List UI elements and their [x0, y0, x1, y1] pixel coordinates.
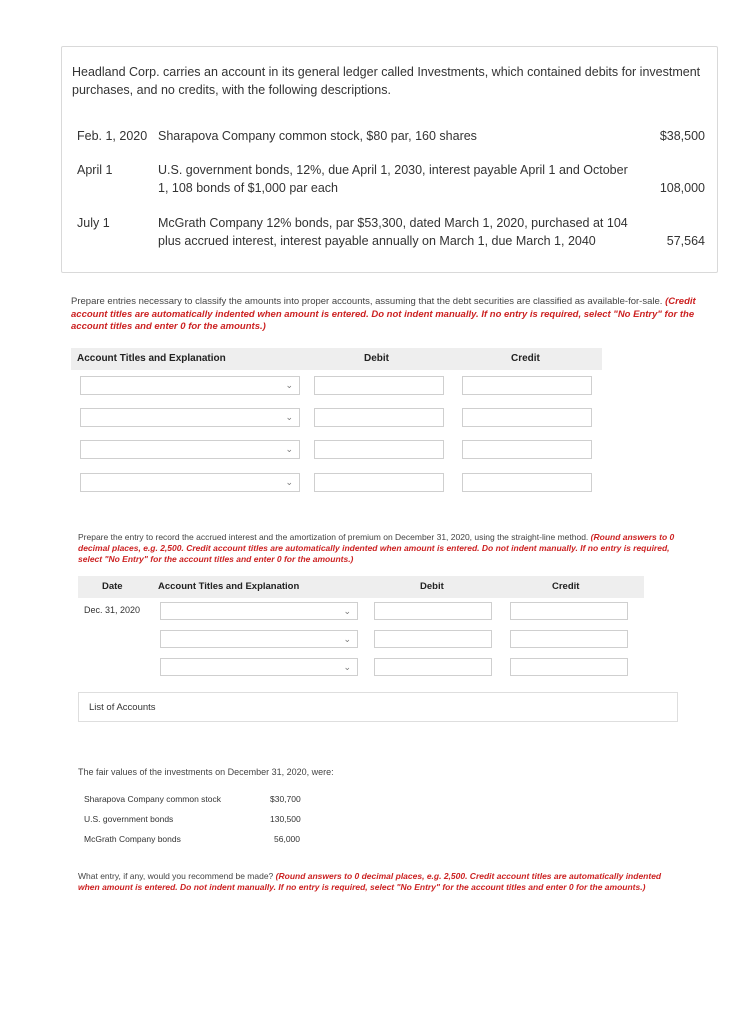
list-of-accounts-button[interactable] — [78, 692, 678, 722]
chevron-down-icon: ⌄ — [343, 634, 351, 644]
q1-col-credit: Credit — [511, 353, 540, 364]
transaction-amount: $38,500 — [659, 129, 705, 143]
q2-account-select[interactable] — [160, 602, 358, 620]
q2-date: Dec. 31, 2020 — [84, 605, 141, 615]
transaction-amount: 108,000 — [659, 181, 705, 195]
q1-credit-input[interactable] — [462, 440, 592, 459]
investments-card — [61, 46, 718, 273]
q2-account-select[interactable] — [160, 630, 358, 648]
chevron-down-icon: ⌄ — [343, 662, 351, 672]
transaction-date: April 1 — [77, 163, 113, 177]
q2-credit-input[interactable] — [510, 630, 628, 648]
question-1-text: Prepare entries necessary to classify the amounts into proper accounts, assuming that the debt securities are classified as available-for-sale. — [71, 296, 663, 307]
q2-table-header — [78, 576, 644, 598]
q1-table-header — [71, 348, 602, 370]
question-3-text-2: What entry, if any, would you recommend be made? — [78, 871, 274, 881]
q1-debit-input[interactable] — [314, 376, 444, 395]
q1-credit-input[interactable] — [462, 473, 592, 492]
q1-credit-input[interactable] — [462, 376, 592, 395]
q2-col-account: Account Titles and Explanation — [158, 581, 300, 592]
q1-account-select[interactable] — [80, 440, 300, 459]
transaction-desc: McGrath Company 12% bonds, par $53,300, dated March 1, 2020, purchased at 104 plus accrued interest, interest payable annually on March 1, due March 1, 2040 — [158, 216, 628, 248]
question-2 — [78, 532, 678, 565]
fair-value-amount: 56,000 — [274, 834, 300, 844]
q1-debit-input[interactable] — [314, 473, 444, 492]
q2-account-select[interactable] — [160, 658, 358, 676]
q2-debit-input[interactable] — [374, 658, 492, 676]
transaction-desc: U.S. government bonds, 12%, due April 1, 2030, interest payable April 1 and October 1, 108 bonds of $1,000 par each — [158, 163, 628, 195]
chevron-down-icon: ⌄ — [285, 444, 293, 454]
chevron-down-icon: ⌄ — [285, 412, 293, 422]
q2-credit-input[interactable] — [510, 602, 628, 620]
list-of-accounts-label: List of Accounts — [89, 702, 156, 713]
transaction-desc: Sharapova Company common stock, $80 par, 160 shares — [158, 129, 477, 143]
question-3 — [78, 871, 678, 893]
question-3-text: The fair values of the investments on December 31, 2020, were: — [78, 767, 334, 777]
fair-value-amount: $30,700 — [270, 794, 301, 804]
q1-col-account: Account Titles and Explanation — [77, 353, 226, 364]
q2-col-date: Date — [102, 581, 123, 592]
chevron-down-icon: ⌄ — [285, 380, 293, 390]
q2-debit-input[interactable] — [374, 602, 492, 620]
q2-col-debit: Debit — [420, 581, 444, 592]
fair-value-name: U.S. government bonds — [84, 814, 174, 824]
q2-col-credit: Credit — [552, 581, 580, 592]
q1-account-select[interactable] — [80, 473, 300, 492]
question-1-instructions: (Credit account titles are automatically indented when amount is entered. Do not indent manually. If no entry is required, select "No Entry" for the account titles and enter 0 for the amounts.) — [71, 296, 696, 332]
q1-col-debit: Debit — [364, 353, 389, 364]
intro-text: Headland Corp. carries an account in its general ledger called Investments, which contained debits for investment purchases, and no credits, with the following descriptions. — [72, 65, 701, 97]
q1-credit-input[interactable] — [462, 408, 592, 427]
fair-value-name: Sharapova Company common stock — [84, 794, 222, 804]
q1-account-select[interactable] — [80, 376, 300, 395]
chevron-down-icon: ⌄ — [343, 606, 351, 616]
question-2-instructions: (Round answers to 0 decimal places, e.g. 2,500. Credit account titles are automatically indented when amount is entered. Do not indent manually. If no entry is required, select "No Entry" for the account titles and enter 0 for the amounts.) — [78, 532, 675, 564]
q1-debit-input[interactable] — [314, 440, 444, 459]
fair-value-name: McGrath Company bonds — [84, 834, 181, 844]
transaction-amount: 57,564 — [666, 234, 705, 248]
question-1 — [71, 296, 701, 334]
q2-credit-input[interactable] — [510, 658, 628, 676]
fair-value-amount: 130,500 — [270, 814, 301, 824]
question-2-text: Prepare the entry to record the accrued interest and the amortization of premium on December 31, 2020, using the straight-line method. — [78, 532, 589, 542]
transaction-date: Feb. 1, 2020 — [77, 129, 148, 143]
question-3-instructions: (Round answers to 0 decimal places, e.g. 2,500. Credit account titles are automatically indented when amount is entered. Do not indent manually. If no entry is required, select "No Entry" for the account titles and enter 0 for the amounts.) — [78, 871, 662, 892]
transaction-date: July 1 — [77, 216, 110, 230]
q2-debit-input[interactable] — [374, 630, 492, 648]
q1-account-select[interactable] — [80, 408, 300, 427]
chevron-down-icon: ⌄ — [285, 477, 293, 487]
q1-debit-input[interactable] — [314, 408, 444, 427]
